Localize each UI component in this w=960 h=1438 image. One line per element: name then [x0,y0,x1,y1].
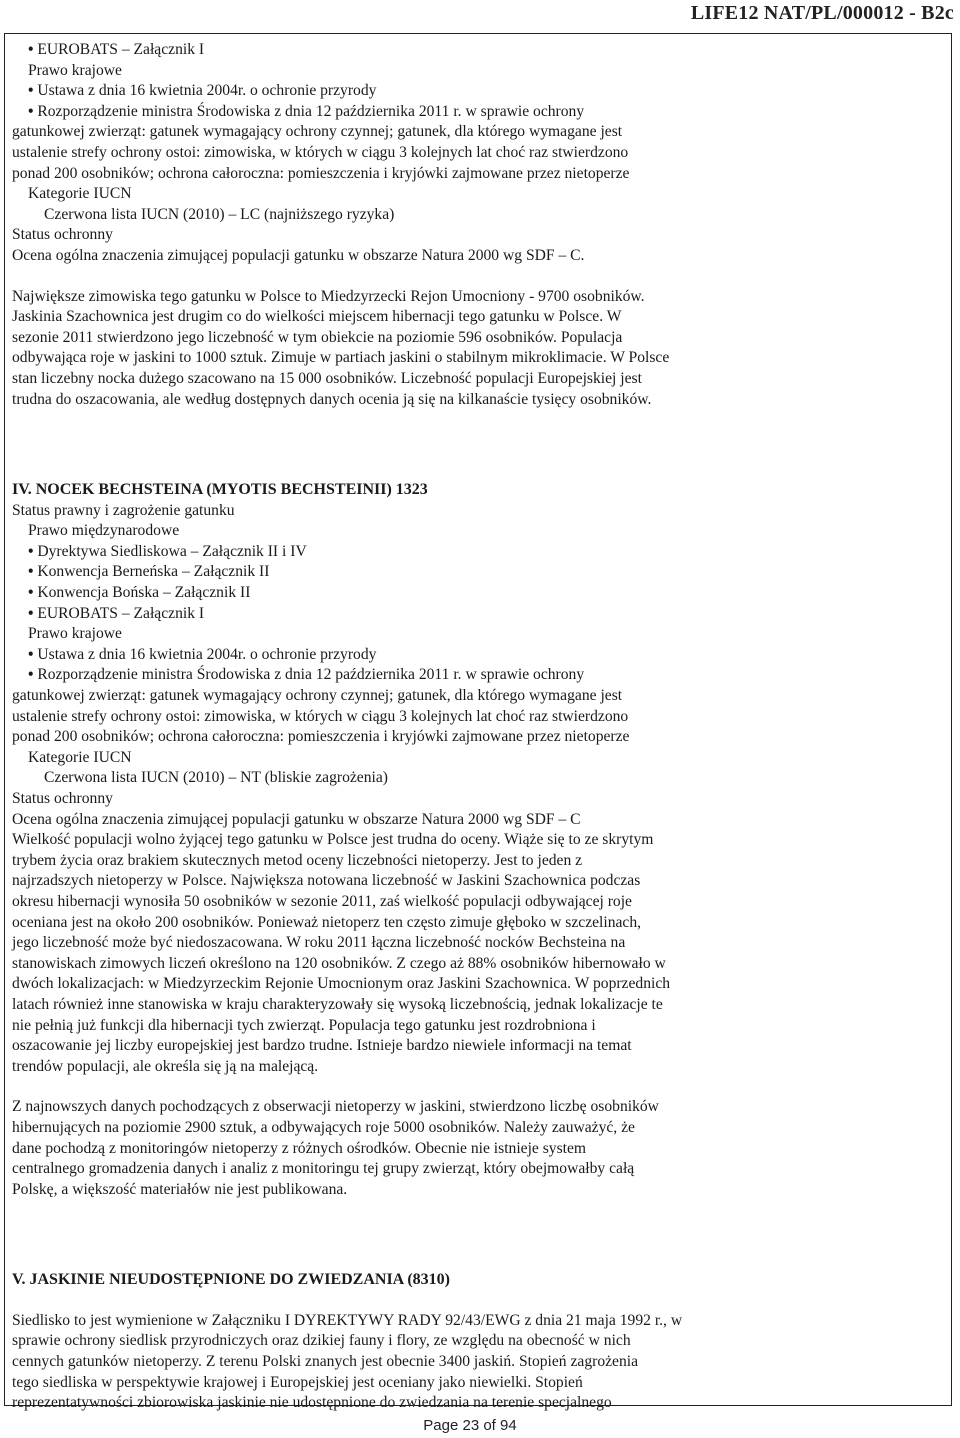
paragraph-line: cennych gatunków nietoperzy. Z terenu Polski znanych jest obecnie 3400 jaskiń. Stopień zagrożenia [12,1353,639,1371]
text-line: Prawo krajowe [28,61,122,79]
paragraph-line: oszacowanie jej liczby europejskiej jest bardzo trudne. Istnieje bardzo niewiele informacji na temat [12,1037,632,1055]
text-line: • EUROBATS – Załącznik I [12,40,942,61]
text-line: Prawo międzynarodowe [28,522,180,540]
paragraph-line: latach również inne stanowiska w kraju charakteryzowały się wysoką liczebnością, jednak lokalizacje te [12,995,663,1013]
section-v-paragraph [12,1311,942,1414]
paragraph-line: sezonie 2011 stwierdzono jego liczebność w tym obiekcie na poziomie 596 osobników. Populacja [12,328,623,346]
text-line: • Rozporządzenie ministra Środowiska z dnia 12 października 2011 r. w sprawie ochrony [12,102,942,123]
text-line: • Konwencja Bońska – Załącznik II [12,583,942,604]
document-code: LIFE12 NAT/PL/000012 - B2c [690,2,954,24]
paragraph-line: stan liczebny nocka dużego szacowano na 15 000 osobników. Liczebność populacji Europejskiej jest [12,369,642,387]
text-line: • Konwencja Berneńska – Załącznik II [12,562,942,583]
section-iv-heading: IV. NOCEK BECHSTEINA (MYOTIS BECHSTEINII) 1323 [12,481,428,499]
text-line: Prawo krajowe [28,625,122,643]
top-section-paragraph [12,287,942,411]
text-line: ponad 200 osobników; ochrona całoroczna: pomieszczenia i kryjówki zajmowane przez nietoperze [12,728,630,746]
section-v-heading: V. JASKINIE NIEUDOSTĘPNIONE DO ZWIEDZANIA (8310) [12,1271,451,1289]
paragraph-line: dwóch lokalizacjach: w Miedzyrzeckim Rejonie Umocnionym oraz Jaskini Szachownica. W poprzednich [12,975,671,993]
text-line: gatunkowej zwierząt: gatunek wymagający ochrony czynnej; gatunek, dla którego wymagane jest [12,687,623,705]
paragraph-line: okresu hibernacji wynosiła 50 osobników w sezonie 2011, zaś wielkość populacji odbywającej roje [12,892,632,910]
paragraph-line: odbywająca roje w jaskini to 1000 sztuk. Zimuje w partiach jaskini o stabilnym mikroklimacie. W Polsce [12,349,670,367]
text-line: • Ustawa z dnia 16 kwietnia 2004r. o ochronie przyrody [12,645,942,666]
text-line: • Dyrektywa Siedliskowa – Załącznik II i IV [12,542,942,563]
paragraph-line: trybem życia oraz brakiem skutecznych metod oceny liczebności nietoperzy. Jest to jeden z [12,851,583,869]
top-section-lines [12,40,942,267]
paragraph-line: Jaskinia Szachownica jest drugim co do wielkości miejscem hibernacji tego gatunku w Polsce. W [12,308,622,326]
paragraph-line: trendów populacji, ale określa się ją na malejącą. [12,1057,319,1075]
paragraph-line: nie pełnią już funkcji dla hibernacji tych zwierząt. Populacja tego gatunku jest rozdrobniona i [12,1016,596,1034]
paragraph-line: reprezentatywności zbiorowiska jaskinie nie udostępnione do zwiedzania na terenie specjalnego [12,1394,612,1412]
section-iv-lines [12,501,942,831]
text-line: Status ochronny [12,790,113,807]
paragraph-line: Polskę, a większość materiałów nie jest publikowana. [12,1180,348,1198]
paragraph-line: dane pochodzą z monitoringów nietoperzy z różnych ośrodków. Obecnie nie istnieje system [12,1139,587,1157]
text-line: Ocena ogólna znaczenia zimującej populacji gatunku w obszarze Natura 2000 wg SDF – C. [12,246,585,264]
text-line: • Ustawa z dnia 16 kwietnia 2004r. o ochronie przyrody [12,81,942,102]
paragraph-line: najrzadszych nietoperzy w Polsce. Największa notowana liczebność w Jaskini Szachownica podczas [12,872,641,890]
text-line: Ocena ogólna znaczenia zimującej populacji gatunku w obszarze Natura 2000 wg SDF – C [12,810,581,828]
text-line: Status ochronny [12,226,113,244]
section-iv-paragraph-2 [12,1097,942,1200]
paragraph-line: tego siedliska w perspektywie krajowej i Europejskiej jest oceniany jako niewielki. Stopień [12,1373,583,1391]
text-line: • Rozporządzenie ministra Środowiska z dnia 12 października 2011 r. w sprawie ochrony [12,665,942,686]
text-line: ustalenie strefy ochrony ostoi: zimowiska, w których w ciągu 3 kolejnych lat choć raz stwierdzono [12,143,629,161]
paragraph-line: Siedlisko to jest wymienione w Załączniku I DYREKTYWY RADY 92/43/EWG z dnia 21 maja 1992 r., w [12,1311,683,1329]
paragraph-line: Wielkość populacji wolno żyjącej tego gatunku w Polsce jest trudna do oceny. Wiąże się to ze skrytym [12,831,654,849]
text-line: Czerwona lista IUCN (2010) – LC (najniższego ryzyka) [44,205,395,223]
paragraph-line: trudna do oszacowania, ale według dostępnych danych ocenia ją się na kilkanaście tysięcy osobników. [12,390,652,408]
text-line: • EUROBATS – Załącznik I [12,604,942,625]
text-line: Kategorie IUCN [28,185,132,203]
paragraph-line: hibernujących na poziomie 2900 sztuk, a odbywających roje 5000 osobników. Należy zauważyć, że [12,1118,635,1136]
paragraph-line: stanowiskach zimowych liczeń określono na 120 osobników. Z czego aż 88% osobników hibernowało w [12,954,666,972]
section-iv-paragraph-1 [12,830,942,1077]
text-line: Czerwona lista IUCN (2010) – NT (bliskie zagrożenia) [44,769,388,787]
text-line: gatunkowej zwierząt: gatunek wymagający ochrony czynnej; gatunek, dla którego wymagane jest [12,123,623,141]
paragraph-line: jego liczebność może być niedoszacowana. W roku 2011 łączna liczebność nocków Bechsteina na [12,934,626,952]
text-line: Status prawny i zagrożenie gatunku [12,501,235,519]
paragraph-line: Z najnowszych danych pochodzących z obserwacji nietoperzy w jaskini, stwierdzono liczbę osobników [12,1098,659,1116]
page-content [12,40,942,1414]
text-line: Kategorie IUCN [28,748,132,766]
text-line: ponad 200 osobników; ochrona całoroczna: pomieszczenia i kryjówki zajmowane przez nietoperze [12,164,630,182]
paragraph-line: sprawie ochrony siedlisk przyrodniczych oraz dzikiej fauny i flory, ze względu na obecność w nich [12,1332,631,1350]
paragraph-line: centralnego gromadzenia danych i analiz z monitoringu tej grupy zwierząt, który obejmowałby całą [12,1160,635,1178]
paragraph-line: oceniana jest na około 200 osobników. Ponieważ nietoperz ten często zimuje głęboko w szczelinach, [12,913,642,931]
paragraph-line: Największe zimowiska tego gatunku w Polsce to Miedzyrzecki Rejon Umocniony - 9700 osobników. [12,287,645,305]
text-line: ustalenie strefy ochrony ostoi: zimowiska, w których w ciągu 3 kolejnych lat choć raz stwierdzono [12,707,629,725]
page-number: Page 23 of 94 [423,1417,517,1434]
